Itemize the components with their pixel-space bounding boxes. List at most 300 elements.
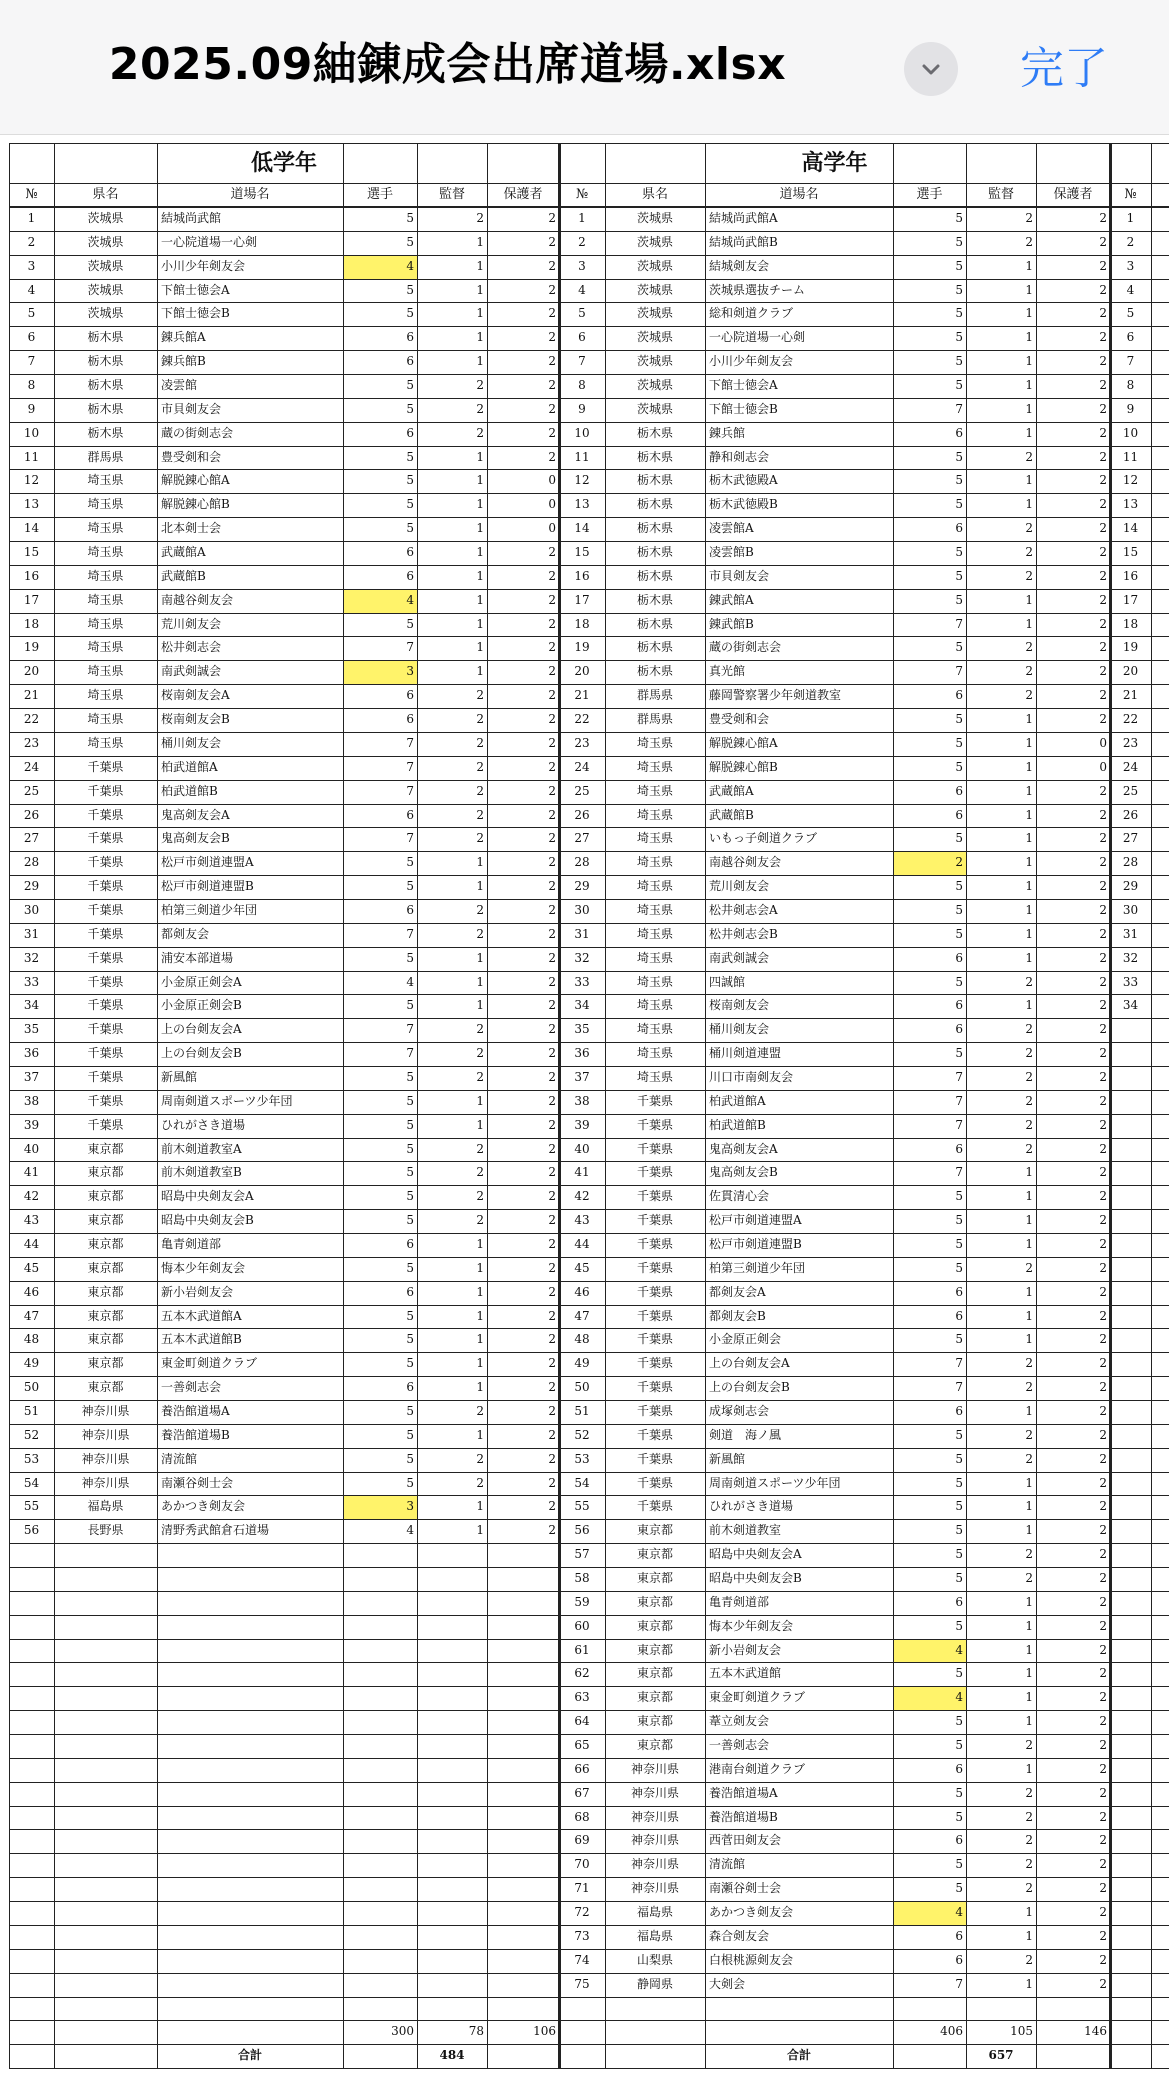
low-cell-guardians[interactable]: 2 bbox=[548, 330, 556, 345]
low-cell-dojo[interactable]: 荒川剣友会 bbox=[161, 616, 222, 631]
high-cell-dojo[interactable]: 松井剣志会B bbox=[709, 926, 778, 941]
low-cell-coaches[interactable]: 2 bbox=[476, 926, 484, 941]
high-cell-coaches[interactable]: 1 bbox=[1025, 1236, 1033, 1251]
high-cell-players[interactable]: 5 bbox=[955, 926, 963, 941]
high-cell-dojo[interactable]: 亀青剣道部 bbox=[709, 1594, 770, 1609]
high-cell-coaches[interactable]: 1 bbox=[1025, 330, 1033, 345]
high-cell-guardians[interactable]: 2 bbox=[1099, 1332, 1107, 1347]
high-cell-prefecture[interactable]: 千葉県 bbox=[636, 1427, 673, 1442]
low-cell-players[interactable]: 7 bbox=[406, 640, 414, 655]
low-cell-players[interactable]: 5 bbox=[406, 1356, 414, 1371]
high-cell-players[interactable]: 6 bbox=[955, 1761, 963, 1776]
high-cell-players[interactable]: 5 bbox=[955, 1809, 963, 1824]
high-cell-coaches[interactable]: 2 bbox=[1025, 664, 1033, 679]
low-cell-guardians[interactable]: 2 bbox=[548, 1427, 556, 1442]
low-cell-players[interactable]: 5 bbox=[406, 998, 414, 1013]
high-cell-prefecture[interactable]: 静岡県 bbox=[636, 1976, 673, 1991]
high-cell-prefecture[interactable]: 茨城県 bbox=[636, 306, 673, 321]
high-cell-players[interactable]: 6 bbox=[955, 950, 963, 965]
high-cell-dojo[interactable]: 都剣友会A bbox=[709, 1284, 766, 1299]
high-cell-coaches[interactable]: 2 bbox=[1025, 1356, 1033, 1371]
high-cell-players[interactable]: 5 bbox=[955, 234, 963, 249]
high-cell-guardians[interactable]: 2 bbox=[1099, 998, 1107, 1013]
high-cell-dojo[interactable]: 鬼高剣友会B bbox=[709, 1165, 778, 1180]
low-cell-coaches[interactable]: 1 bbox=[476, 282, 484, 297]
high-cell-dojo[interactable]: 新風館 bbox=[709, 1451, 746, 1466]
low-cell-coaches[interactable]: 1 bbox=[476, 1499, 484, 1514]
low-cell-players[interactable]: 5 bbox=[406, 855, 414, 870]
low-cell-dojo[interactable]: ひれがさき道場 bbox=[161, 1117, 246, 1132]
high-cell-guardians[interactable]: 2 bbox=[1099, 1714, 1107, 1729]
high-cell-no[interactable]: 44 bbox=[574, 1236, 590, 1251]
low-cell-coaches[interactable]: 1 bbox=[476, 855, 484, 870]
low-cell-no[interactable]: 19 bbox=[23, 640, 40, 655]
low-cell-no[interactable]: 9 bbox=[27, 401, 36, 416]
high-cell-prefecture[interactable]: 茨城県 bbox=[636, 258, 673, 273]
high-cell-prefecture[interactable]: 東京都 bbox=[636, 1690, 673, 1705]
low-cell-dojo[interactable]: 南越谷剣友会 bbox=[161, 592, 234, 607]
high-cell-coaches[interactable]: 2 bbox=[1025, 1857, 1033, 1872]
low-cell-no[interactable]: 54 bbox=[23, 1475, 40, 1490]
high-cell-guardians[interactable]: 2 bbox=[1099, 497, 1107, 512]
high-cell-players[interactable]: 6 bbox=[955, 1594, 963, 1609]
low-cell-no[interactable]: 8 bbox=[27, 378, 36, 393]
low-cell-prefecture[interactable]: 神奈川県 bbox=[81, 1451, 130, 1466]
low-cell-guardians[interactable]: 2 bbox=[548, 735, 556, 750]
low-cell-dojo[interactable]: 東金町剣道クラブ bbox=[161, 1356, 258, 1371]
high-cell-players[interactable]: 5 bbox=[955, 1618, 963, 1633]
high-cell-coaches[interactable]: 1 bbox=[1025, 1165, 1033, 1180]
low-cell-no[interactable]: 3 bbox=[27, 258, 36, 273]
high-cell-coaches[interactable]: 2 bbox=[1025, 1380, 1033, 1395]
high-cell-coaches[interactable]: 1 bbox=[1025, 712, 1033, 727]
high-cell-guardians[interactable]: 2 bbox=[1099, 1690, 1107, 1705]
high-cell-prefecture[interactable]: 埼玉県 bbox=[636, 926, 673, 941]
high-cell-players[interactable]: 5 bbox=[955, 1236, 963, 1251]
high-cell-dojo[interactable]: 新小岩剣友会 bbox=[709, 1642, 782, 1657]
high-cell-dojo[interactable]: 下館士徳会A bbox=[709, 378, 778, 393]
low-cell-prefecture[interactable]: 埼玉県 bbox=[87, 712, 124, 727]
high-cell-guardians[interactable]: 2 bbox=[1099, 282, 1107, 297]
high-cell-dojo[interactable]: 小金原正剣会 bbox=[709, 1332, 782, 1347]
low-cell-guardians[interactable]: 2 bbox=[548, 258, 556, 273]
high-cell-guardians[interactable]: 2 bbox=[1099, 1404, 1107, 1418]
high-cell-dojo[interactable]: いもっ子剣道クラブ bbox=[709, 831, 818, 846]
low-cell-coaches[interactable]: 1 bbox=[476, 497, 484, 512]
low-cell-dojo[interactable]: 清野秀武館倉石道場 bbox=[161, 1523, 270, 1538]
high-cell-coaches[interactable]: 1 bbox=[1025, 258, 1033, 273]
high-cell-guardians[interactable]: 2 bbox=[1099, 1189, 1107, 1204]
high-cell-no[interactable]: 64 bbox=[574, 1714, 590, 1729]
high-cell-coaches[interactable]: 1 bbox=[1025, 1213, 1033, 1228]
high-cell-guardians[interactable]: 2 bbox=[1099, 807, 1107, 822]
high-cell-coaches[interactable]: 1 bbox=[1025, 1905, 1033, 1920]
high-cell-coaches[interactable]: 1 bbox=[1025, 735, 1033, 750]
low-cell-guardians[interactable]: 2 bbox=[548, 1189, 556, 1204]
high-cell-dojo[interactable]: 結城剣友会 bbox=[709, 258, 770, 273]
low-cell-no[interactable]: 25 bbox=[23, 783, 40, 798]
low-cell-guardians[interactable]: 2 bbox=[548, 1475, 556, 1490]
low-cell-players[interactable]: 5 bbox=[406, 234, 414, 249]
low-cell-guardians[interactable]: 0 bbox=[548, 521, 556, 536]
high-cell-dojo[interactable]: 凌雲館A bbox=[709, 521, 754, 536]
high-cell-prefecture[interactable]: 茨城県 bbox=[636, 211, 673, 225]
high-cell-prefecture[interactable]: 埼玉県 bbox=[636, 1046, 673, 1061]
high-cell-no[interactable]: 71 bbox=[574, 1881, 590, 1896]
high-cell-prefecture[interactable]: 千葉県 bbox=[636, 1356, 673, 1371]
high-cell-guardians[interactable]: 2 bbox=[1099, 521, 1107, 536]
high-cell-prefecture[interactable]: 茨城県 bbox=[636, 378, 673, 393]
low-cell-coaches[interactable]: 2 bbox=[476, 1475, 484, 1490]
low-cell-guardians[interactable]: 2 bbox=[548, 712, 556, 727]
low-cell-dojo[interactable]: 武蔵館A bbox=[161, 545, 206, 560]
low-cell-players[interactable]: 7 bbox=[406, 1022, 414, 1037]
high-subtotal-guardians[interactable]: 146 bbox=[1084, 2024, 1107, 2039]
high-cell-coaches[interactable]: 1 bbox=[1025, 759, 1033, 774]
low-cell-prefecture[interactable]: 埼玉県 bbox=[87, 521, 124, 536]
high-cell-no[interactable]: 14 bbox=[574, 521, 590, 536]
low-cell-prefecture[interactable]: 千葉県 bbox=[87, 1069, 124, 1084]
low-cell-dojo[interactable]: 新風館 bbox=[161, 1069, 198, 1084]
low-cell-prefecture[interactable]: 神奈川県 bbox=[81, 1404, 130, 1418]
low-cell-prefecture[interactable]: 埼玉県 bbox=[87, 592, 124, 607]
high-cell-no[interactable]: 67 bbox=[574, 1785, 590, 1800]
low-cell-coaches[interactable]: 2 bbox=[476, 1141, 484, 1156]
high-cell-guardians[interactable]: 2 bbox=[1099, 1093, 1107, 1108]
high-cell-coaches[interactable]: 1 bbox=[1025, 378, 1033, 393]
high-cell-no[interactable]: 3 bbox=[578, 258, 586, 273]
high-cell-no[interactable]: 45 bbox=[574, 1260, 590, 1275]
high-cell-guardians[interactable]: 2 bbox=[1099, 855, 1107, 870]
third-cell-no[interactable]: 7 bbox=[1126, 354, 1135, 369]
low-cell-players[interactable]: 5 bbox=[406, 1117, 414, 1132]
low-cell-no[interactable]: 35 bbox=[23, 1022, 40, 1037]
low-cell-players[interactable]: 5 bbox=[406, 211, 414, 225]
third-cell-no[interactable]: 34 bbox=[1122, 998, 1139, 1013]
low-cell-no[interactable]: 47 bbox=[23, 1308, 40, 1323]
low-cell-coaches[interactable]: 1 bbox=[476, 950, 484, 965]
low-cell-players[interactable]: 7 bbox=[406, 735, 414, 750]
high-cell-prefecture[interactable]: 千葉県 bbox=[636, 1308, 673, 1323]
high-cell-dojo[interactable]: 四誠館 bbox=[709, 974, 746, 989]
high-cell-coaches[interactable]: 2 bbox=[1025, 1141, 1033, 1156]
high-cell-players[interactable]: 6 bbox=[955, 1308, 963, 1323]
low-cell-prefecture[interactable]: 東京都 bbox=[87, 1260, 124, 1275]
high-cell-no[interactable]: 55 bbox=[574, 1499, 590, 1514]
high-cell-prefecture[interactable]: 茨城県 bbox=[636, 330, 673, 345]
high-cell-prefecture[interactable]: 千葉県 bbox=[636, 1093, 673, 1108]
low-subtotal-players[interactable]: 300 bbox=[391, 2024, 414, 2039]
high-cell-coaches[interactable]: 2 bbox=[1025, 1117, 1033, 1132]
low-cell-no[interactable]: 14 bbox=[23, 521, 40, 536]
low-cell-dojo[interactable]: 桶川剣友会 bbox=[161, 735, 222, 750]
high-cell-coaches[interactable]: 1 bbox=[1025, 354, 1033, 369]
high-cell-no[interactable]: 21 bbox=[574, 688, 590, 703]
high-cell-coaches[interactable]: 2 bbox=[1025, 1833, 1033, 1848]
high-cell-coaches[interactable]: 1 bbox=[1025, 879, 1033, 894]
low-cell-prefecture[interactable]: 茨城県 bbox=[87, 234, 124, 249]
high-cell-players[interactable]: 7 bbox=[955, 1165, 963, 1180]
high-cell-no[interactable]: 20 bbox=[574, 664, 590, 679]
high-cell-prefecture[interactable]: 千葉県 bbox=[636, 1236, 673, 1251]
high-cell-guardians[interactable]: 2 bbox=[1099, 1427, 1107, 1442]
high-cell-dojo[interactable]: 上の台剣友会A bbox=[709, 1356, 790, 1371]
high-cell-no[interactable]: 26 bbox=[574, 807, 590, 822]
high-cell-players[interactable]: 7 bbox=[955, 1356, 963, 1371]
high-cell-dojo[interactable]: 栃木武徳殿A bbox=[709, 473, 778, 488]
high-cell-dojo[interactable]: 昭島中央剣友会B bbox=[709, 1571, 802, 1586]
high-cell-no[interactable]: 10 bbox=[574, 425, 590, 440]
low-cell-coaches[interactable]: 2 bbox=[476, 688, 484, 703]
high-total-value[interactable]: 657 bbox=[988, 2048, 1014, 2063]
high-cell-coaches[interactable]: 1 bbox=[1025, 783, 1033, 798]
low-cell-prefecture[interactable]: 千葉県 bbox=[87, 998, 124, 1013]
third-cell-no[interactable]: 14 bbox=[1122, 521, 1139, 536]
low-cell-coaches[interactable]: 1 bbox=[476, 306, 484, 321]
high-cell-dojo[interactable]: 昭島中央剣友会A bbox=[709, 1547, 802, 1562]
high-cell-players[interactable]: 5 bbox=[955, 592, 963, 607]
low-cell-players[interactable]: 3 bbox=[343, 660, 417, 684]
high-cell-dojo[interactable]: 松戸市剣道連盟A bbox=[709, 1213, 802, 1228]
high-cell-dojo[interactable]: 荒川剣友会 bbox=[709, 879, 770, 894]
low-cell-dojo[interactable]: 上の台剣友会B bbox=[161, 1046, 242, 1061]
high-cell-coaches[interactable]: 2 bbox=[1025, 974, 1033, 989]
high-cell-players[interactable]: 7 bbox=[955, 401, 963, 416]
low-cell-coaches[interactable]: 1 bbox=[476, 616, 484, 631]
high-cell-no[interactable]: 75 bbox=[574, 1976, 590, 1991]
high-cell-no[interactable]: 53 bbox=[574, 1451, 590, 1466]
low-cell-no[interactable]: 24 bbox=[23, 759, 40, 774]
high-cell-dojo[interactable]: 錬兵館 bbox=[709, 425, 746, 440]
low-cell-guardians[interactable]: 2 bbox=[548, 1332, 556, 1347]
high-cell-coaches[interactable]: 2 bbox=[1025, 449, 1033, 464]
low-cell-dojo[interactable]: 蔵の街剣志会 bbox=[161, 425, 234, 440]
low-cell-no[interactable]: 30 bbox=[23, 902, 40, 917]
high-cell-dojo[interactable]: 上の台剣友会B bbox=[709, 1380, 790, 1395]
high-cell-dojo[interactable]: 蔵の街剣志会 bbox=[709, 640, 782, 655]
high-cell-dojo[interactable]: 豊受剣和会 bbox=[709, 712, 770, 727]
high-cell-prefecture[interactable]: 千葉県 bbox=[636, 1475, 673, 1490]
high-cell-players[interactable]: 5 bbox=[955, 1475, 963, 1490]
high-cell-coaches[interactable]: 1 bbox=[1025, 1642, 1033, 1657]
low-cell-guardians[interactable]: 2 bbox=[548, 306, 556, 321]
low-cell-dojo[interactable]: 五本木武道館B bbox=[161, 1332, 242, 1347]
high-cell-coaches[interactable]: 2 bbox=[1025, 1571, 1033, 1586]
low-cell-coaches[interactable]: 2 bbox=[476, 401, 484, 416]
high-cell-no[interactable]: 30 bbox=[574, 902, 590, 917]
low-cell-no[interactable]: 11 bbox=[23, 449, 40, 464]
high-cell-players[interactable]: 5 bbox=[955, 211, 963, 225]
high-cell-guardians[interactable]: 2 bbox=[1099, 234, 1107, 249]
high-cell-players[interactable]: 5 bbox=[955, 640, 963, 655]
high-cell-coaches[interactable]: 2 bbox=[1025, 1093, 1033, 1108]
low-cell-prefecture[interactable]: 千葉県 bbox=[87, 831, 124, 846]
third-cell-no[interactable]: 17 bbox=[1122, 592, 1139, 607]
high-cell-prefecture[interactable]: 栃木県 bbox=[636, 664, 673, 679]
high-cell-dojo[interactable]: 周南剣道スポーツ少年団 bbox=[709, 1475, 841, 1490]
low-cell-coaches[interactable]: 1 bbox=[476, 974, 484, 989]
high-cell-no[interactable]: 42 bbox=[574, 1189, 590, 1204]
high-cell-coaches[interactable]: 1 bbox=[1025, 282, 1033, 297]
high-cell-no[interactable]: 62 bbox=[574, 1666, 590, 1681]
high-cell-guardians[interactable]: 2 bbox=[1099, 664, 1107, 679]
high-cell-prefecture[interactable]: 千葉県 bbox=[636, 1499, 673, 1514]
high-cell-players[interactable]: 4 bbox=[893, 1901, 966, 1925]
low-subtotal-guardians[interactable]: 106 bbox=[533, 2024, 556, 2039]
high-cell-prefecture[interactable]: 群馬県 bbox=[636, 712, 673, 727]
high-cell-prefecture[interactable]: 茨城県 bbox=[636, 234, 673, 249]
high-cell-players[interactable]: 5 bbox=[955, 1857, 963, 1872]
low-cell-guardians[interactable]: 2 bbox=[548, 378, 556, 393]
high-cell-dojo[interactable]: 解脱錬心館A bbox=[709, 735, 778, 750]
high-cell-dojo[interactable]: 川口市南剣友会 bbox=[709, 1069, 794, 1084]
high-cell-guardians[interactable]: 2 bbox=[1099, 974, 1107, 989]
low-cell-coaches[interactable]: 1 bbox=[476, 1117, 484, 1132]
high-cell-prefecture[interactable]: 茨城県 bbox=[636, 354, 673, 369]
low-cell-no[interactable]: 10 bbox=[23, 425, 40, 440]
high-cell-coaches[interactable]: 2 bbox=[1025, 234, 1033, 249]
high-cell-players[interactable]: 5 bbox=[955, 1523, 963, 1538]
high-cell-prefecture[interactable]: 栃木県 bbox=[636, 497, 673, 512]
low-cell-prefecture[interactable]: 東京都 bbox=[87, 1236, 124, 1251]
low-cell-coaches[interactable]: 2 bbox=[476, 759, 484, 774]
low-cell-dojo[interactable]: 一心院道場一心剣 bbox=[161, 234, 258, 249]
high-subtotal-coaches[interactable]: 105 bbox=[1010, 2024, 1033, 2039]
high-cell-guardians[interactable]: 2 bbox=[1099, 926, 1107, 941]
high-cell-no[interactable]: 57 bbox=[574, 1547, 590, 1562]
low-cell-dojo[interactable]: 鬼高剣友会A bbox=[161, 807, 230, 822]
third-cell-no[interactable]: 23 bbox=[1122, 735, 1139, 750]
low-cell-guardians[interactable]: 2 bbox=[548, 1284, 556, 1299]
low-cell-players[interactable]: 5 bbox=[406, 306, 414, 321]
high-cell-dojo[interactable]: 市貝剣友会 bbox=[709, 568, 770, 583]
high-cell-prefecture[interactable]: 千葉県 bbox=[636, 1141, 673, 1156]
high-cell-guardians[interactable]: 2 bbox=[1099, 330, 1107, 345]
low-cell-prefecture[interactable]: 埼玉県 bbox=[87, 664, 124, 679]
high-cell-prefecture[interactable]: 埼玉県 bbox=[636, 879, 673, 894]
low-cell-coaches[interactable]: 2 bbox=[476, 1189, 484, 1204]
high-cell-dojo[interactable]: 西菅田剣友会 bbox=[709, 1833, 782, 1848]
high-cell-dojo[interactable]: 都剣友会B bbox=[709, 1308, 766, 1323]
third-cell-no[interactable]: 27 bbox=[1122, 831, 1139, 846]
high-cell-guardians[interactable]: 2 bbox=[1099, 306, 1107, 321]
high-cell-dojo[interactable]: 南瀬谷剣士会 bbox=[709, 1881, 782, 1896]
high-cell-players[interactable]: 6 bbox=[955, 1928, 963, 1943]
low-cell-guardians[interactable]: 2 bbox=[548, 1451, 556, 1466]
high-cell-players[interactable]: 6 bbox=[955, 521, 963, 536]
high-cell-no[interactable]: 15 bbox=[574, 545, 590, 560]
low-cell-players[interactable]: 5 bbox=[406, 1260, 414, 1275]
high-cell-no[interactable]: 28 bbox=[574, 855, 590, 870]
high-cell-guardians[interactable]: 2 bbox=[1099, 1547, 1107, 1562]
low-cell-prefecture[interactable]: 埼玉県 bbox=[87, 735, 124, 750]
high-cell-coaches[interactable]: 2 bbox=[1025, 1785, 1033, 1800]
high-cell-no[interactable]: 4 bbox=[578, 282, 586, 297]
low-cell-players[interactable]: 5 bbox=[406, 1069, 414, 1084]
third-cell-no[interactable]: 1 bbox=[1126, 211, 1135, 225]
low-cell-players[interactable]: 7 bbox=[406, 783, 414, 798]
low-cell-players[interactable]: 6 bbox=[406, 1236, 414, 1251]
low-cell-guardians[interactable]: 2 bbox=[548, 664, 556, 679]
high-cell-dojo[interactable]: 総和剣道クラブ bbox=[709, 306, 794, 321]
low-cell-prefecture[interactable]: 栃木県 bbox=[87, 378, 124, 393]
low-total-label[interactable]: 合計 bbox=[237, 2048, 262, 2063]
high-cell-coaches[interactable]: 1 bbox=[1025, 1475, 1033, 1490]
low-cell-players[interactable]: 5 bbox=[406, 1308, 414, 1323]
low-cell-prefecture[interactable]: 千葉県 bbox=[87, 759, 124, 774]
high-cell-no[interactable]: 12 bbox=[574, 473, 590, 488]
high-cell-dojo[interactable]: 桶川剣友会 bbox=[709, 1022, 770, 1037]
low-cell-dojo[interactable]: 凌雲館 bbox=[161, 378, 198, 393]
low-cell-dojo[interactable]: 前木剣道教室B bbox=[161, 1165, 242, 1180]
low-cell-players[interactable]: 6 bbox=[406, 330, 414, 345]
high-cell-no[interactable]: 34 bbox=[574, 998, 590, 1013]
low-cell-players[interactable]: 5 bbox=[406, 1141, 414, 1156]
high-cell-dojo[interactable]: 結城尚武館A bbox=[709, 211, 778, 225]
high-cell-prefecture[interactable]: 神奈川県 bbox=[630, 1857, 679, 1872]
low-cell-guardians[interactable]: 2 bbox=[548, 592, 556, 607]
high-cell-players[interactable]: 7 bbox=[955, 1117, 963, 1132]
high-cell-players[interactable]: 7 bbox=[955, 1380, 963, 1395]
high-cell-players[interactable]: 5 bbox=[955, 1738, 963, 1753]
low-cell-coaches[interactable]: 1 bbox=[476, 664, 484, 679]
high-cell-guardians[interactable]: 2 bbox=[1099, 1928, 1107, 1943]
high-cell-dojo[interactable]: 下館士徳会B bbox=[709, 401, 778, 416]
high-cell-players[interactable]: 6 bbox=[955, 688, 963, 703]
high-cell-players[interactable]: 5 bbox=[955, 1881, 963, 1896]
low-cell-coaches[interactable]: 2 bbox=[476, 378, 484, 393]
low-cell-guardians[interactable]: 2 bbox=[548, 425, 556, 440]
low-cell-guardians[interactable]: 2 bbox=[548, 1069, 556, 1084]
low-cell-coaches[interactable]: 1 bbox=[476, 1236, 484, 1251]
high-cell-prefecture[interactable]: 埼玉県 bbox=[636, 1069, 673, 1084]
high-cell-dojo[interactable]: 前木剣道教室 bbox=[709, 1523, 782, 1538]
high-cell-guardians[interactable]: 2 bbox=[1099, 1165, 1107, 1180]
low-cell-prefecture[interactable]: 埼玉県 bbox=[87, 545, 124, 560]
low-cell-dojo[interactable]: 武蔵館B bbox=[161, 568, 206, 583]
low-cell-no[interactable]: 39 bbox=[23, 1117, 40, 1132]
low-cell-dojo[interactable]: 豊受剣和会 bbox=[161, 449, 222, 464]
high-cell-coaches[interactable]: 2 bbox=[1025, 1881, 1033, 1896]
third-cell-no[interactable]: 15 bbox=[1122, 545, 1139, 560]
high-cell-players[interactable]: 7 bbox=[955, 1069, 963, 1084]
high-cell-players[interactable]: 5 bbox=[955, 330, 963, 345]
high-cell-prefecture[interactable]: 千葉県 bbox=[636, 1332, 673, 1347]
high-cell-players[interactable]: 5 bbox=[955, 712, 963, 727]
high-cell-players[interactable]: 5 bbox=[955, 1666, 963, 1681]
low-cell-prefecture[interactable]: 茨城県 bbox=[87, 306, 124, 321]
low-cell-players[interactable]: 5 bbox=[406, 378, 414, 393]
low-cell-coaches[interactable]: 1 bbox=[476, 640, 484, 655]
low-cell-prefecture[interactable]: 埼玉県 bbox=[87, 616, 124, 631]
low-cell-coaches[interactable]: 1 bbox=[476, 521, 484, 536]
high-cell-dojo[interactable]: 解脱錬心館B bbox=[709, 759, 778, 774]
high-cell-players[interactable]: 5 bbox=[955, 1714, 963, 1729]
high-cell-no[interactable]: 59 bbox=[574, 1594, 590, 1609]
high-cell-no[interactable]: 54 bbox=[574, 1475, 590, 1490]
high-cell-no[interactable]: 51 bbox=[574, 1404, 590, 1418]
high-cell-no[interactable]: 68 bbox=[574, 1809, 590, 1824]
high-cell-guardians[interactable]: 2 bbox=[1099, 902, 1107, 917]
low-cell-coaches[interactable]: 1 bbox=[476, 1260, 484, 1275]
high-cell-prefecture[interactable]: 埼玉県 bbox=[636, 783, 673, 798]
low-cell-players[interactable]: 7 bbox=[406, 1046, 414, 1061]
low-cell-dojo[interactable]: 亀青剣道部 bbox=[161, 1236, 222, 1251]
high-cell-prefecture[interactable]: 栃木県 bbox=[636, 425, 673, 440]
high-cell-players[interactable]: 5 bbox=[955, 902, 963, 917]
high-cell-players[interactable]: 5 bbox=[955, 831, 963, 846]
high-cell-coaches[interactable]: 2 bbox=[1025, 1427, 1033, 1442]
